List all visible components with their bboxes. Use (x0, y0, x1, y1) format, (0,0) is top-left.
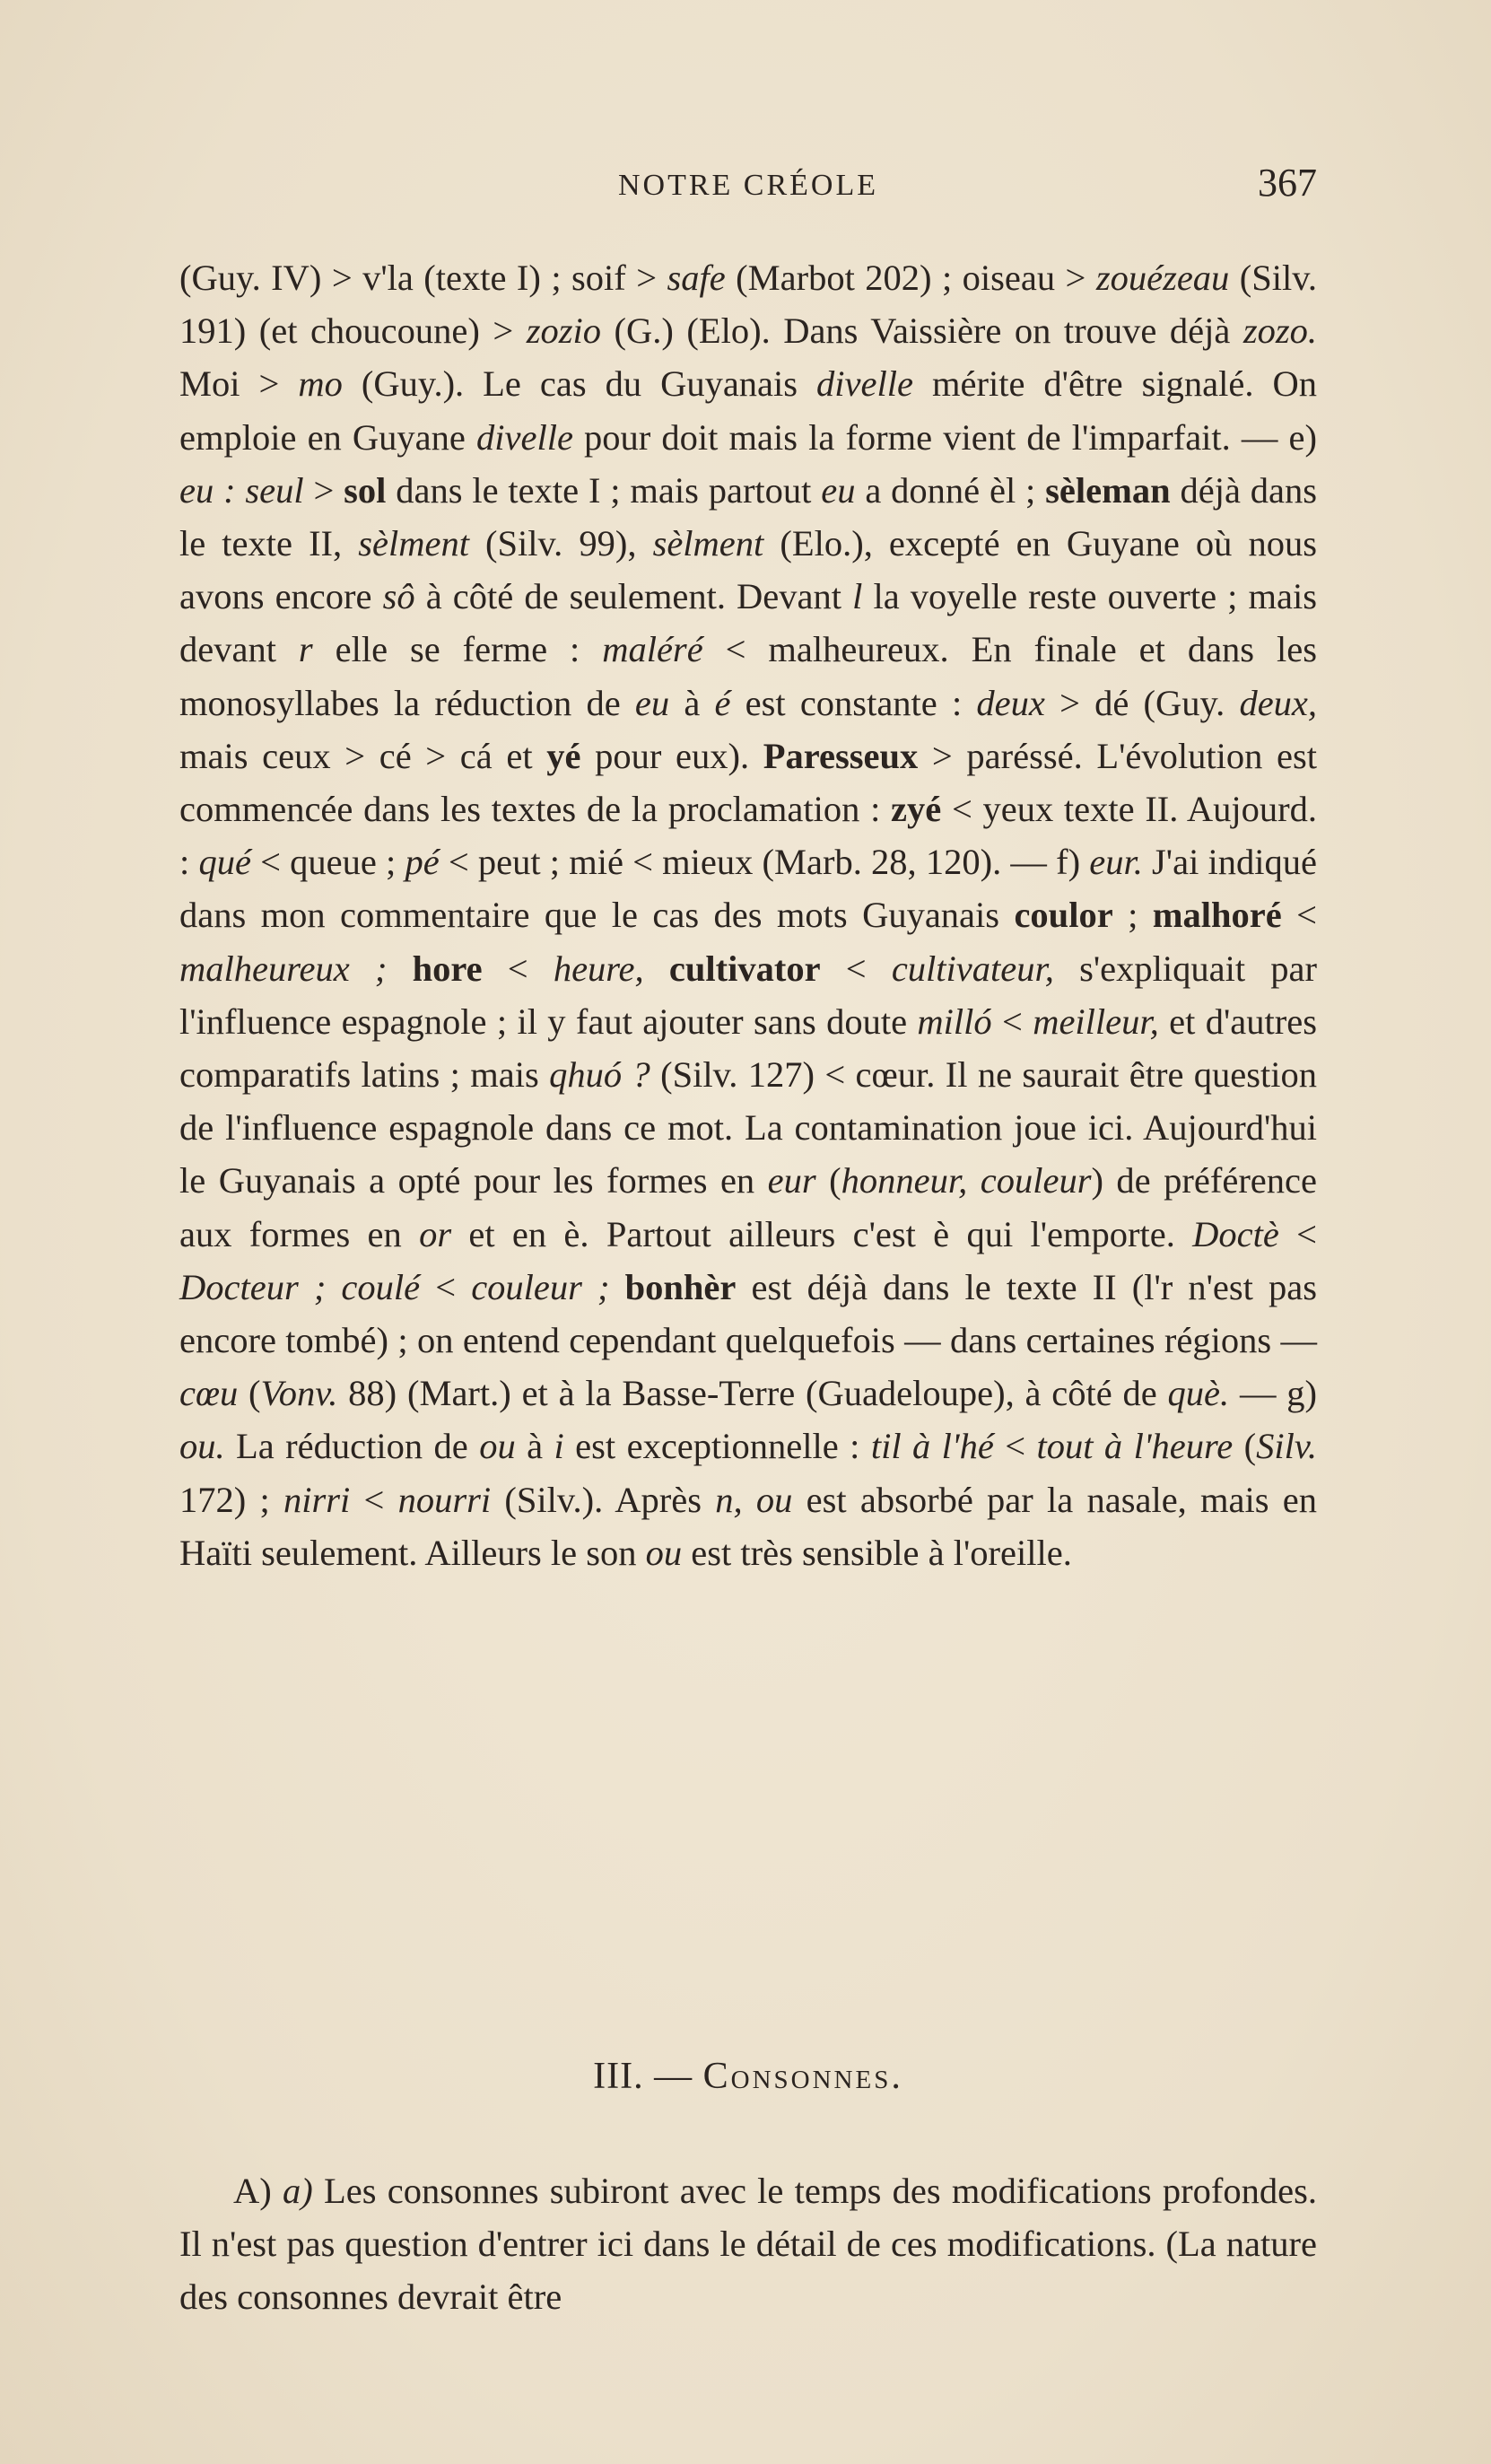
italic-run: safe (667, 258, 726, 298)
text-run (610, 1267, 625, 1307)
text-run: dans le texte I ; mais partout (386, 469, 822, 511)
text-run: est exceptionnelle : (563, 1426, 871, 1467)
text-run: J'ai indiqué dans mon commentaire que le cas des mots Guyanais (179, 842, 1317, 936)
text-run: est absorbé par la nasale, mais en Haïti seulement. Ailleurs le son (179, 1479, 1318, 1573)
text-run (387, 948, 412, 989)
text-run: > dé (Guy. (1044, 682, 1240, 723)
text-run: (Elo.), excepté en Guyane où nous avons encore (179, 523, 1318, 617)
italic-run: sô (382, 576, 415, 617)
text-run: < (820, 948, 892, 989)
bold-run: Paresseux (763, 735, 919, 776)
italic-run: ou (479, 1426, 516, 1467)
section-number: III. — (593, 2056, 703, 2097)
text-run: (Silv. 99), (468, 523, 653, 564)
italic-run: or (419, 1213, 452, 1254)
italic-run: divelle (816, 363, 913, 405)
italic-run: Vonv. (260, 1373, 338, 1414)
italic-run: couleur ; (471, 1266, 610, 1307)
italic-run: eu (634, 682, 670, 723)
italic-run: eu (821, 469, 856, 511)
text-run: (Silv. 127) < cœur. Il ne saurait être question de l'influence espagnole dans ce mot. La contamination joue ici. Aujourd'hui le Guyanais a opté pour les formes en (179, 1054, 1318, 1201)
bold-run: malhoré (1152, 895, 1282, 936)
text-run: est très sensible à l'oreille. (682, 1532, 1072, 1573)
text-run: s'expliquait par l'influence espagnole ; il y faut ajouter sans doute (179, 948, 1318, 1042)
text-run: déjà dans le texte II, (179, 469, 1318, 564)
bold-run: zyé (891, 789, 942, 830)
italic-run: milló (917, 1000, 992, 1042)
text-run: ) de préférence aux formes en (179, 1160, 1317, 1254)
italic-run: malheureux ; (179, 948, 388, 989)
italic-run: cultivateur, (891, 948, 1054, 989)
section-heading (179, 2055, 1317, 2098)
text-run: à côté de seulement. Devant (414, 576, 853, 617)
italic-run: qué (198, 842, 251, 883)
italic-run: mo (298, 363, 343, 405)
bold-run: hore (412, 948, 483, 989)
italic-run: deux (976, 682, 1045, 723)
italic-run: heure, (553, 948, 644, 989)
italic-run: cœu (179, 1373, 239, 1414)
italic-run: n, ou (715, 1479, 793, 1520)
italic-run: Silv. (1256, 1426, 1317, 1467)
text-run: < (350, 1479, 398, 1520)
text-run: ( (238, 1373, 261, 1414)
italic-run: meilleur, (1033, 1000, 1159, 1042)
paragraph-consonants (179, 2164, 1317, 2324)
bold-run: bonhèr (624, 1266, 737, 1307)
text-run: (Guy.). Le cas du Guyanais (342, 363, 817, 405)
italic-run: sèlment (652, 523, 764, 564)
text-run: < (1281, 895, 1317, 936)
text-run: ( (815, 1160, 841, 1201)
text-run: elle se ferme : (312, 629, 603, 670)
italic-run: eur (767, 1160, 816, 1201)
text-run: pour eux). (580, 735, 763, 776)
text-run: à (669, 682, 715, 723)
italic-run: pé (405, 842, 440, 883)
italic-run: sèlment (358, 523, 469, 564)
text-run: ; (1112, 895, 1153, 936)
text-run: < yeux texte II. Aujourd. : (179, 789, 1317, 883)
text-run: la voyelle reste ouverte ; mais devant (179, 576, 1317, 670)
text-run: (Silv. 191) (et choucoune) > (179, 258, 1318, 352)
italic-run: qhuó ? (549, 1054, 650, 1096)
text-run: < queue ; (250, 842, 405, 883)
consonants-paragraph (179, 2164, 1317, 2324)
text-run: ( (1233, 1426, 1257, 1467)
text-run: (Guy. IV) > v'la (texte I) ; soif > (179, 258, 667, 298)
text-run: est constante : (730, 682, 977, 723)
italic-run: Docteur ; coulé (179, 1266, 421, 1307)
text-run: > (303, 469, 344, 511)
italic-run: zouézeau (1095, 258, 1230, 298)
italic-run: Doctè (1192, 1213, 1279, 1254)
italic-run: r (298, 629, 313, 670)
bold-run: sol (344, 469, 387, 511)
italic-run: tout à l'heure (1036, 1426, 1234, 1467)
italic-run: maléré (602, 629, 703, 670)
bold-run: yé (546, 735, 581, 776)
bold-run: cultivator (668, 948, 821, 989)
bold-run: sèleman (1045, 469, 1171, 511)
text-run: et en è. Partout ailleurs c'est è qui l'emporte. (451, 1213, 1193, 1254)
section-title: Consonnes. (702, 2056, 903, 2097)
text-run: et d'autres comparatifs latins ; mais (179, 1000, 1317, 1096)
running-title: NOTRE CRÉOLE (617, 169, 879, 202)
text-run: (G.) (Elo). Dans Vaissière on trouve déjà (601, 310, 1243, 352)
text-run: 88) (Mart.) et à la Basse-Terre (Guadeloupe), à côté de (337, 1373, 1168, 1414)
text-run: mais ceux > cé > cá et (179, 735, 547, 776)
italic-run: nirri (283, 1479, 351, 1520)
text-run: Les consonnes subiront avec le temps des modifications profondes. Il n'est pas question d'entrer ici dans le détail de ces modifications. (La nature des consonnes devrait être (179, 2171, 1317, 2318)
text-run (644, 948, 669, 989)
italic-run: l (852, 576, 863, 617)
italic-run: ou (645, 1532, 683, 1573)
italic-run: eur. (1089, 842, 1143, 883)
text-run: pour doit mais la forme vient de l'imparfait. — e) (572, 416, 1317, 458)
text-run: < (420, 1266, 472, 1307)
italic-run: nourri (397, 1479, 492, 1520)
italic-run: divelle (475, 416, 573, 458)
text-run: < (993, 1426, 1037, 1467)
text-run: (Silv.). Après (491, 1479, 716, 1520)
paragraph-vowels (179, 251, 1317, 1579)
italic-run: zozio (526, 310, 601, 352)
italic-run: eu : seul (179, 469, 304, 511)
italic-run: ou. (179, 1426, 225, 1467)
page-number: 367 (1258, 161, 1317, 205)
italic-run: zozo. (1242, 310, 1317, 352)
text-run: < peut ; mié < mieux (Marb. 28, 120). — f) (439, 842, 1090, 883)
italic-run: é (714, 682, 731, 723)
italic-run: què. (1167, 1373, 1230, 1414)
text-run: (Marbot 202) ; oiseau > (725, 258, 1096, 298)
italic-run: deux, (1239, 682, 1318, 723)
text-run: Moi > (179, 363, 299, 405)
text-run: mérite d'être signalé. On emploie en Guyane (179, 363, 1317, 458)
text-run: est déjà dans le texte II (l'r n'est pas encore tombé) ; on entend cependant quelquefois — dans certaines régions — (179, 1266, 1317, 1361)
text-run: < (991, 1000, 1033, 1042)
italic-run: til à l'hé (870, 1426, 994, 1467)
italic-run: honneur, couleur (841, 1160, 1092, 1201)
text-run: > paréssé. L'évolution est commencée dans les textes de la proclamation : (179, 735, 1317, 830)
text-run: a donné èl ; (855, 469, 1046, 511)
italic-run: i (554, 1426, 564, 1467)
text-run: < malheureux. En finale et dans les monosyllabes la réduction de (179, 629, 1317, 723)
bold-run: coulor (1014, 895, 1113, 936)
main-paragraph (179, 251, 1317, 1579)
text-run: à (515, 1426, 554, 1467)
text-run: — g) (1229, 1373, 1317, 1414)
text-run: < (482, 948, 554, 989)
text-run: < (1278, 1213, 1317, 1254)
running-head (179, 160, 1317, 214)
text-run: La réduction de (224, 1426, 480, 1467)
italic-run: a) (283, 2171, 313, 2211)
text-run: A) (233, 2171, 283, 2211)
text-run: 172) ; (179, 1479, 283, 1520)
